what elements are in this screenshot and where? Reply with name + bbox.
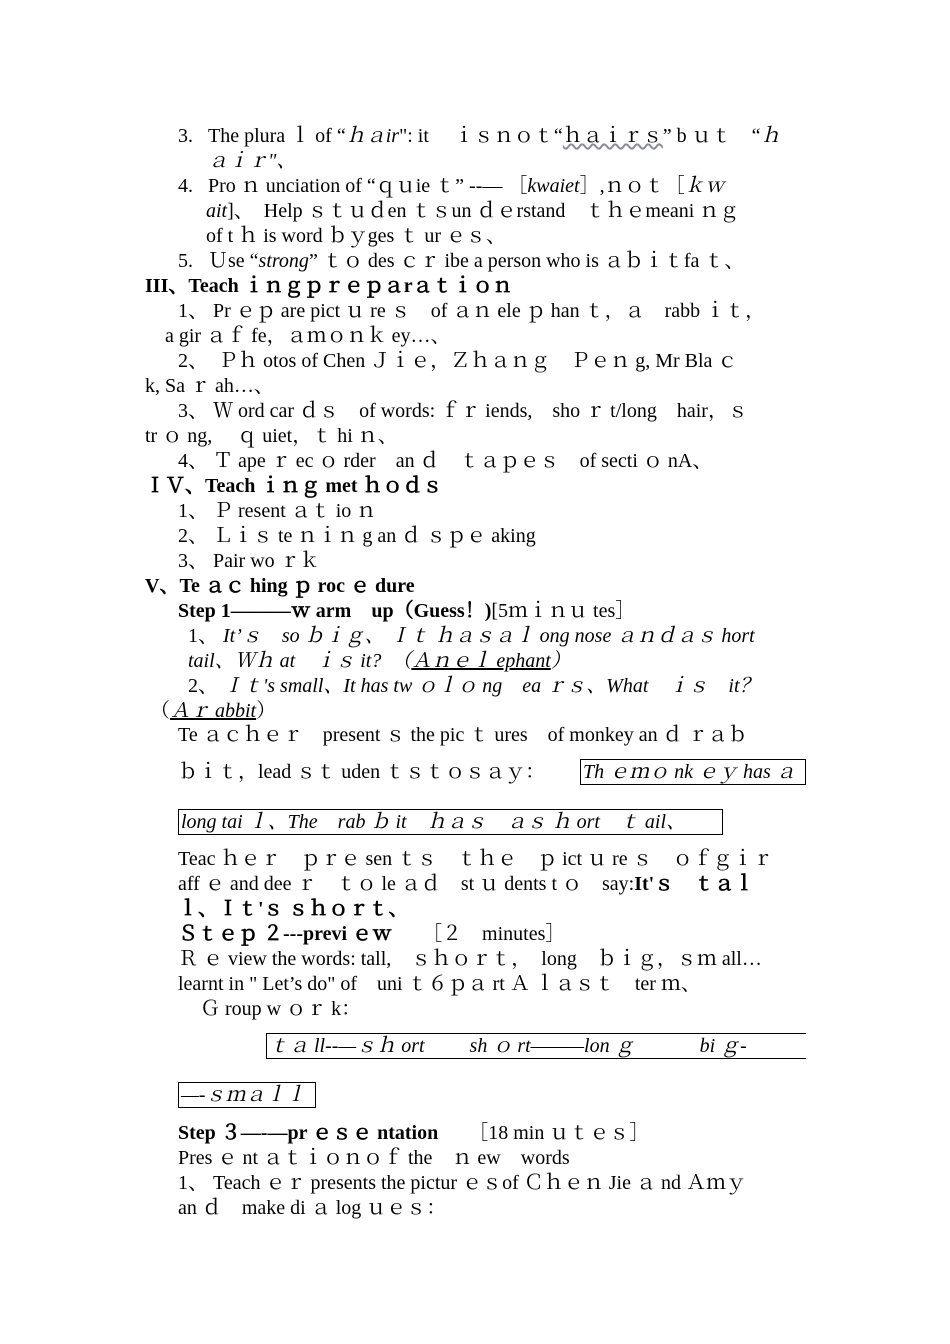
giraffe-line-3: ｌ、Ｉｔ'ｓ ｓｈｏｒｔ、 [178, 898, 409, 920]
method-item-1: 1、 Ｐ resent ａｔ io ｎ [178, 500, 377, 522]
item-number: 5. [178, 250, 193, 272]
guess-2-line-2: （Ａｒ abbit） [150, 700, 277, 722]
item-number: 3. [178, 125, 193, 147]
presentation-line-1: Pres ｅ nt ａｔｉｏｎｏｆ the ｎ ew words [178, 1147, 570, 1169]
prep-item-2-line-2: k, Sa ｒ ah…、 [145, 375, 274, 397]
prep-item-3-line-2: tr ｏ ng, ｑ uiet，ｔ hi ｎ、 [145, 425, 398, 447]
group-work-label: Ｇ roup w ｏｒ k： [200, 998, 362, 1020]
item-4-line-3: of t ｈ is word ｂｙges ｔ ur ｅｓ、 [206, 225, 506, 247]
text-box-1: Th ｅｍｏ nk ｅｙ has ａ [580, 759, 806, 785]
prep-item-1-line-2: a gir ａｆ fe，ａｍｏｎｋ ey…、 [165, 325, 451, 347]
presentation-line-2: 1、 Teach ｅｒ presents the pictur ｅｓof Ｃｈｅｎ Jie ａ nd Ａｍｙ [178, 1172, 746, 1194]
item-4-line-2: ait]、 Help ｓｔｕｄen ｔｓun ｄｅrstand ｔｈｅmeani ｎｇ [206, 200, 740, 222]
teacher-line-1: Te ａｃｈｅｒ present ｓ the pic ｔ ures of monkey an ｄ ｒａｂ [178, 724, 748, 746]
item-3-line-2: ａｉｒ"、 [208, 150, 297, 172]
giraffe-line-2: aff ｅ and dee ｒ ｔｏ le ａｄ st ｕ dents t ｏ say:It'ｓ ｔａｌ [178, 873, 755, 895]
step-1-heading: Step 1———ｗ arm up（Guess！)[5ｍｉｎｕ tes］ [178, 600, 636, 622]
text-box-2: long tai ｌ、The rab ｂ it ｈａｓ ａｓ ｈ ort ｔ ail、 [178, 809, 723, 835]
guess-1-line-2: tail、Ｗｈ at ｉｓ it? （Ａｎｅｌ ephant） [188, 650, 571, 672]
section-heading-iv: ＩＶ、Teach ｉｎｇ met ｈｏｄｓ [145, 475, 443, 497]
item-number: 4. [178, 175, 193, 197]
giraffe-line-1: Teac ｈｅｒ ｐｒｅ sen ｔｓ ｔｈｅ ｐ ict ｕ re ｓ ｏｆｇｉｒ [178, 848, 773, 870]
step-3-heading: Step ３—-—pr ｅｓｅ ntation ［18 min ｕｔｅｓ］ [178, 1122, 650, 1144]
teacher-line-2: ｂｉｔ，lead ｓｔ uden ｔｓｔｏｓａｙ： [178, 761, 546, 783]
prep-item-3-line-1: 3、 Ｗ ord car ｄｓ of words: ｆｒ iends, sho ｒ t/long hair，ｓ [178, 400, 748, 422]
prep-item-1-line-1: 1、 Pr ｅｐ are pict ｕ re ｓ of ａｎ ele ｐ han ｔ，ａ rabb ｉｔ， [178, 300, 766, 322]
guess-1-line-1: 1、 It’ｓ so ｂｉｇ、 Ｉｔ ｈａｓａｌ ong nose ａｎｄａｓ hort [188, 625, 755, 647]
presentation-line-3: an ｄ make di ａ log ｕｅｓ： [178, 1197, 447, 1219]
text-box-3: ｔａ ll--—ｓｈ ort sh ｏ rt———lon ｇ bi ｇ- [266, 1033, 806, 1059]
method-item-3: 3、 Pair wo ｒｋ [178, 550, 320, 572]
method-item-2: 2、 Ｌｉｓ te ｎｉｎ g an ｄ ｓｐｅ aking [178, 525, 536, 547]
guess-2-line-1: 2、 Ｉｔ's small、It has tw ｏｌｏ ng ea ｒｓ、What ｉｓ it？ [188, 675, 760, 697]
review-line-2: learnt in " Let’s do" of uni ｔ６ｐａ rt Ａ ｌａｓｔ ter ｍ、 [178, 973, 701, 995]
item-3-line-1: 3. The plura ｌ of “ｈａir": it ｉｓｎｏｔ“ｈａｉｒｓ” b ｕｔ “ｈ [178, 125, 781, 147]
answer: Ａｒ abbit [170, 700, 257, 722]
item-4-line-1: 4. Pro ｎ unciation of “ｑｕie ｔ” --— ［kwaiet］,ｎｏｔ［ｋｗ [178, 175, 725, 197]
prep-item-2-line-1: 2、 Ｐｈ otos of Chen Ｊｉｅ，Ｚｈａｎｇ Ｐｅｎ g, Mr Bla ｃ [178, 350, 738, 372]
prep-item-4: 4、 Ｔ ape ｒ ec ｏ rder an ｄ ｔａｐｅｓ of secti ｏ nA、 [178, 450, 713, 472]
section-heading-iii: III、Teach ｉｎｇｐｒｅｐａrａｔｉｏｎ [145, 275, 513, 297]
step-2-heading: Ｓｔｅｐ ２---previ ｅｗ ［２ minutes］ [178, 923, 566, 945]
review-line-1: Ｒ ｅ view the words: tall, ｓｈｏｒｔ， long ｂｉｇ，ｓｍ all… [178, 948, 762, 970]
item-5-line: 5. Ｕse “strong” ｔｏ des ｃｒ ibe a person who is ａｂｉｔfa ｔ、 [178, 250, 745, 272]
section-heading-v: V、Te ａｃ hing ｐ roc ｅ dure [145, 575, 415, 597]
answer: Ａｎｅｌ ephant [411, 650, 551, 672]
text-box-4: —-ｓｍａｌｌ [178, 1082, 316, 1108]
spell-check-underline: ｈａｉｒｓ [562, 125, 663, 147]
